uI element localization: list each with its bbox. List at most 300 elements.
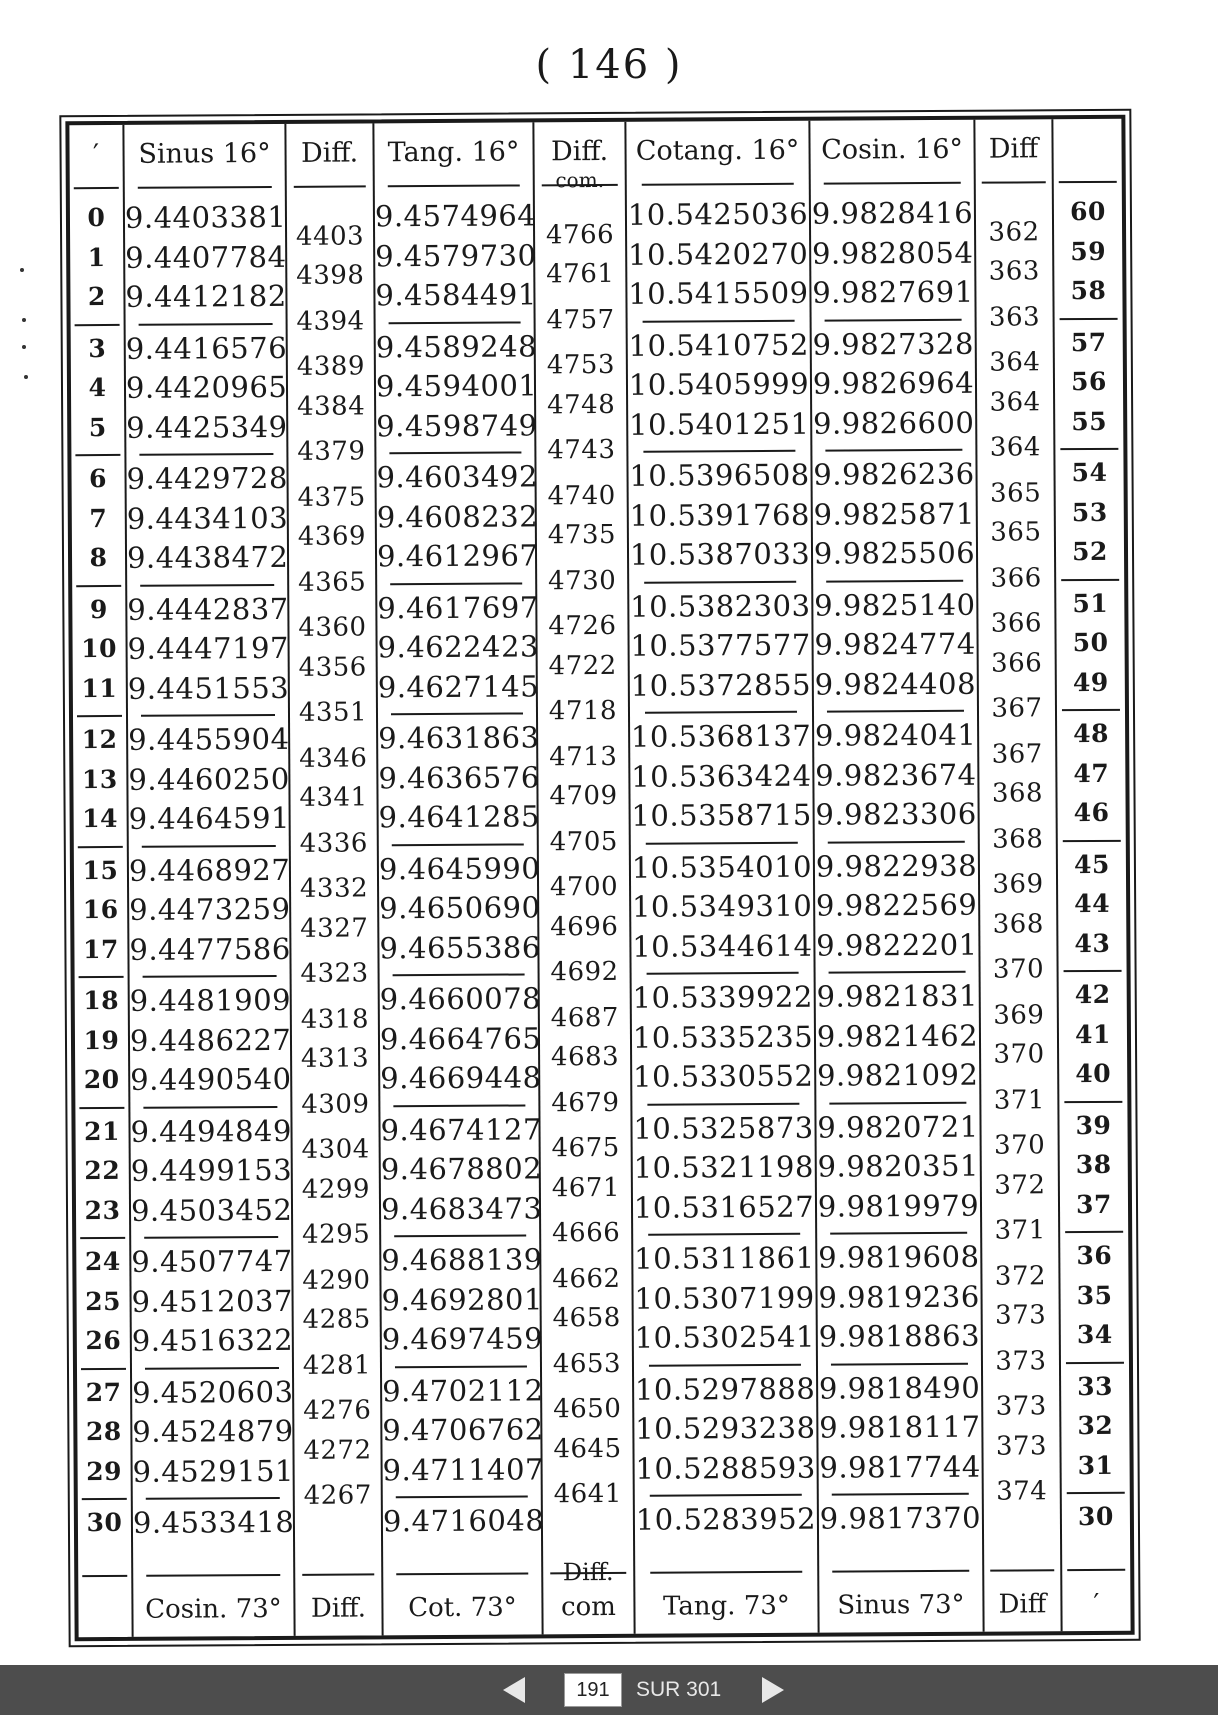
table-cell: 9.9823306 (815, 796, 977, 832)
table-cell: 10.5363424 (631, 758, 812, 794)
table-cell: 4379 (297, 436, 366, 468)
table-cell: 4696 (550, 911, 619, 943)
table-cell: 10.5344614 (632, 928, 813, 964)
table-cell: 9.9819608 (818, 1239, 980, 1275)
table-cell: 20 (83, 1064, 120, 1095)
group-rule (77, 715, 122, 717)
table-cell: 372 (994, 1170, 1046, 1201)
group-rule (79, 976, 124, 978)
table-cell: 9.4627145 (377, 668, 540, 704)
table-cell: 10.5405999 (628, 366, 810, 402)
table-cell: 9.9819236 (818, 1279, 980, 1315)
table-cell: 9.4650690 (379, 890, 541, 926)
table-cell: 4645 (553, 1433, 622, 1465)
table-cell: 41 (1074, 1019, 1111, 1049)
header-rule (824, 182, 961, 185)
table-cell: 38 (1075, 1149, 1112, 1180)
table-cell: 4748 (546, 389, 616, 421)
table-cell: 0 (87, 203, 106, 233)
table-cell: 9.9826236 (813, 456, 975, 492)
group-rule (829, 971, 966, 974)
column-footer-top (133, 1588, 293, 1589)
table-cell: 2 (87, 282, 106, 312)
table-cell: 9.4678802 (380, 1151, 543, 1187)
group-rule (829, 1101, 966, 1104)
table-cell: 364 (989, 432, 1042, 463)
table-cell: 9.9825871 (813, 496, 976, 532)
total-pages-label: SUR 301 (636, 1678, 722, 1701)
column-footer: com (560, 1591, 616, 1623)
table-cell: 14 (82, 803, 119, 834)
table-cell: 366 (990, 608, 1043, 639)
group-rule (145, 1366, 279, 1369)
table-cell: 364 (989, 387, 1041, 418)
header-rule (74, 187, 119, 189)
table-cell: 4726 (548, 611, 617, 642)
table-cell: 9.4507747 (131, 1243, 293, 1279)
table-cell: 4341 (299, 782, 368, 814)
table-cell: 370 (992, 954, 1045, 985)
pagination-bar (0, 1665, 1218, 1715)
table-cell: 4761 (546, 259, 615, 290)
table-cell: 9.4438472 (126, 539, 289, 575)
column-footer-top (635, 1585, 817, 1586)
table-cell: 9.9824041 (814, 717, 977, 753)
table-cell: 56 (1070, 366, 1107, 397)
footer-rule (990, 1569, 1054, 1571)
table-cell: 9.4631863 (378, 720, 540, 756)
group-rule (82, 1498, 127, 1500)
table-cell: 4285 (302, 1304, 371, 1336)
table-cell: 369 (992, 869, 1044, 900)
table-cell: 4650 (553, 1394, 622, 1425)
table-cell: 29 (86, 1456, 123, 1486)
table-cell: 13 (81, 764, 118, 794)
group-rule (645, 841, 798, 844)
table-cell: 12 (81, 724, 118, 755)
table-cell: 9.4645990 (378, 850, 541, 886)
header-rule (1059, 181, 1116, 183)
table-cell: 3 (88, 333, 107, 363)
table-cell: 9.4636576 (378, 759, 540, 795)
footer-rule (1068, 1569, 1125, 1571)
table-cell: 36 (1076, 1240, 1113, 1271)
table-cell: 10.5410752 (628, 327, 809, 363)
column-minutes-rev (1053, 119, 1130, 1631)
table-cell: 10.5401251 (628, 406, 810, 442)
table-cell: 10.5368137 (630, 718, 812, 754)
table-cell: 42 (1074, 979, 1111, 1010)
table-cell: 4403 (295, 221, 365, 252)
table-cell: 362 (988, 217, 1040, 248)
group-rule (395, 1495, 528, 1498)
table-cell: 371 (994, 1215, 1046, 1246)
group-rule (1062, 578, 1119, 580)
header-rule (542, 184, 618, 186)
table-cell: 8 (89, 543, 108, 573)
table-cell: 9.9817370 (819, 1500, 982, 1536)
table-cell: 23 (84, 1195, 121, 1225)
table-cell: 24 (84, 1246, 121, 1277)
table-cell: 6 (89, 464, 108, 494)
table-cell: 370 (993, 1130, 1046, 1161)
group-rule (80, 1106, 125, 1108)
trig-table (65, 115, 1134, 1641)
column-header: Diff. (550, 135, 609, 168)
table-cell: 10.5339922 (632, 979, 813, 1015)
table-cell: 10.5283952 (635, 1501, 817, 1537)
column-header: Sinus 16° (138, 137, 271, 170)
table-cell: 9.4407784 (125, 239, 287, 275)
table-cell: 10.5396508 (629, 457, 810, 493)
table-cell: 9.9825140 (814, 587, 976, 623)
group-rule (1066, 1361, 1123, 1363)
table-cell: 4394 (296, 306, 365, 337)
table-cell: 372 (994, 1261, 1047, 1292)
column-tang (374, 122, 543, 1635)
table-cell: 9.4598749 (376, 407, 538, 443)
table-cell: 365 (990, 517, 1042, 548)
table-cell: 9.4584491 (375, 277, 537, 313)
footer-rule (650, 1571, 803, 1574)
table-cell: 10.5311861 (634, 1240, 815, 1276)
table-cell: 18 (83, 985, 120, 1016)
group-rule (76, 454, 121, 456)
table-cell: 9.4524879 (132, 1413, 294, 1449)
group-rule (394, 1234, 527, 1237)
column-header: Cotang. 16° (635, 134, 800, 167)
table-cell: 9.4617697 (377, 589, 539, 625)
table-cell: 9.4716048 (382, 1503, 545, 1539)
header-rule (641, 183, 794, 186)
table-cell: 9.4494849 (130, 1113, 292, 1149)
group-rule (146, 1497, 280, 1500)
table-cell: 4365 (298, 567, 367, 598)
group-rule (393, 1104, 526, 1107)
table-cell: 10.5316527 (633, 1189, 815, 1225)
table-cell: 5 (88, 412, 107, 442)
column-cotang (626, 121, 819, 1634)
column-cosin (810, 120, 984, 1633)
table-cell: 4281 (302, 1350, 372, 1381)
table-cell: 373 (995, 1431, 1048, 1462)
table-cell: 4743 (547, 435, 616, 466)
table-cell: 373 (995, 1391, 1047, 1422)
table-cell: 363 (988, 302, 1041, 333)
table-cell: 9.4603492 (376, 459, 538, 495)
table-cell: 10.5415509 (628, 275, 809, 311)
table-cell: 54 (1071, 457, 1108, 488)
table-cell: 4662 (552, 1263, 621, 1295)
table-cell: 366 (991, 648, 1043, 679)
table-cell: 9.4451553 (127, 670, 290, 706)
table-cell: 9.9820721 (817, 1109, 979, 1145)
group-rule (647, 1102, 800, 1105)
table-cell: 40 (1075, 1058, 1112, 1089)
column-header-sub (287, 169, 373, 170)
table-cell: 37 (1076, 1189, 1112, 1219)
table-cell: 4730 (547, 565, 617, 597)
table-cell: 26 (85, 1325, 122, 1356)
group-rule (642, 319, 795, 322)
table-cell: 15 (82, 855, 119, 885)
table-cell: 9.4486227 (129, 1022, 292, 1058)
table-cell: 10.5377577 (630, 627, 811, 663)
table-cell: 9.9828416 (811, 195, 974, 231)
table-cell: 9.4533418 (132, 1504, 295, 1540)
table-cell: 370 (993, 1039, 1045, 1070)
table-cell: 4766 (545, 219, 615, 251)
table-cell: 9.4660078 (379, 981, 542, 1017)
group-rule (644, 580, 797, 583)
table-cell: 48 (1073, 718, 1110, 749)
group-rule (825, 449, 962, 452)
group-rule (81, 1367, 126, 1369)
table-cell: 4276 (303, 1395, 372, 1427)
table-cell: 55 (1071, 406, 1108, 436)
group-rule (76, 584, 121, 586)
group-rule (142, 844, 276, 847)
footer-rule (832, 1570, 969, 1573)
table-cell: 10.5425036 (627, 196, 809, 232)
column-header-sub: com. (555, 167, 605, 193)
group-rule (1066, 1231, 1123, 1233)
table-cell: 9.4403381 (124, 199, 287, 235)
group-rule (832, 1493, 969, 1496)
table-cell: 9.9821831 (816, 978, 978, 1014)
table-cell: 10.5302541 (634, 1319, 816, 1355)
table-cell: 365 (989, 478, 1042, 509)
table-cell: 4384 (296, 391, 366, 422)
table-cell: 16 (82, 894, 119, 925)
header-rule (294, 185, 366, 187)
table-cell: 33 (1077, 1371, 1114, 1401)
table-cell: 9.4412182 (125, 278, 287, 314)
table-cell: 9.4579730 (375, 237, 537, 273)
table-cell: 9.4499153 (130, 1152, 293, 1188)
column-diff-sin (286, 123, 383, 1636)
table-cell: 9.9819979 (817, 1188, 980, 1224)
table-cell: 9.4683473 (380, 1190, 543, 1226)
table-cell: 25 (85, 1286, 122, 1316)
table-cell: 4675 (551, 1133, 620, 1164)
table-cell: 4295 (301, 1219, 371, 1251)
table-cell: 4318 (300, 1004, 370, 1035)
table-cell: 367 (991, 739, 1043, 770)
table-cell: 4346 (299, 743, 368, 774)
table-cell: 4360 (298, 612, 367, 644)
table-cell: 4375 (297, 482, 366, 513)
table-cell: 9.9824774 (814, 626, 976, 662)
column-diff-com (534, 122, 635, 1635)
table-cell: 30 (1077, 1501, 1114, 1532)
group-rule (1060, 317, 1117, 319)
table-cell: 9.4589248 (375, 328, 538, 364)
table-cell: 51 (1072, 588, 1109, 618)
table-cell: 9.4692801 (381, 1281, 544, 1317)
table-cell: 364 (989, 347, 1041, 378)
previous-page-icon[interactable] (503, 1677, 525, 1703)
group-rule (1063, 839, 1120, 841)
column-header: Cosin. 16° (821, 133, 964, 166)
table-cell: 10.5358715 (631, 797, 812, 833)
table-cell: 9.4503452 (130, 1192, 293, 1228)
group-rule (827, 710, 964, 713)
group-rule (649, 1363, 802, 1366)
table-cell: 4267 (303, 1480, 372, 1512)
table-cell: 35 (1076, 1280, 1113, 1310)
column-footer-top (819, 1584, 982, 1585)
table-cell: 374 (996, 1476, 1048, 1507)
table-cell: 4713 (549, 741, 618, 773)
table-cell: 4692 (550, 957, 619, 988)
column-header: Diff (988, 133, 1039, 165)
table-cell: 4272 (303, 1435, 372, 1466)
table-cell: 53 (1071, 497, 1108, 527)
table-cell: 9.4697459 (381, 1321, 544, 1357)
table-cell: 4687 (550, 1002, 620, 1034)
table-cell: 10.5349310 (631, 888, 813, 924)
table-cell: 371 (993, 1085, 1046, 1116)
table-cell: 9.4477586 (129, 931, 291, 967)
table-cell: 4735 (547, 520, 617, 551)
table-cell: 9.9828054 (811, 235, 974, 271)
group-rule (139, 453, 273, 456)
group-rule (143, 1105, 277, 1108)
table-cell: 4757 (546, 304, 615, 336)
page-number-input[interactable]: 191 (564, 1673, 622, 1707)
table-cell: 31 (1077, 1450, 1114, 1480)
header-rule (982, 181, 1046, 183)
column-diff-cos (975, 119, 1062, 1631)
group-rule (649, 1494, 802, 1497)
column-sinus (124, 124, 295, 1637)
table-cell: 4323 (300, 958, 369, 990)
table-cell: 19 (83, 1025, 120, 1055)
table-cell: 1 (87, 242, 106, 272)
footer-rule (302, 1573, 374, 1575)
group-rule (75, 323, 120, 325)
table-cell: 9.9818863 (818, 1318, 981, 1354)
table-cell: 22 (84, 1155, 121, 1186)
column-footer-top: Diff. (562, 1557, 614, 1587)
table-cell: 27 (85, 1377, 122, 1407)
table-cell: 9.4529151 (132, 1453, 295, 1489)
group-rule (388, 321, 521, 324)
group-rule (395, 1365, 528, 1368)
column-header-sub (375, 168, 533, 169)
table-cell: 9.4622423 (377, 629, 540, 665)
column-footer: ′ (1093, 1588, 1100, 1619)
table-cell: 4740 (547, 480, 616, 512)
table-cell: 9.4464591 (128, 800, 291, 836)
table-cell: 9.9822201 (816, 927, 978, 963)
table-cell: 30 (86, 1507, 123, 1538)
table-cell: 9.4688139 (381, 1242, 543, 1278)
table-cell: 4679 (551, 1087, 620, 1119)
table-cell: 9.9818490 (818, 1370, 981, 1406)
table-cell: 9.4481909 (129, 982, 292, 1018)
table-cell: 46 (1073, 797, 1110, 828)
table-cell: 4700 (549, 872, 619, 903)
table-cell: 9.4434103 (126, 500, 289, 536)
table-cell: 47 (1073, 758, 1110, 788)
table-cell: 17 (82, 934, 119, 964)
table-cell: 60 (1069, 196, 1106, 227)
table-cell: 9.4447197 (127, 630, 290, 666)
table-cell: 9.4574964 (374, 198, 537, 234)
group-rule (80, 1237, 125, 1239)
table-cell: 11 (81, 673, 118, 703)
table-cell: 10.5391768 (629, 497, 811, 533)
footer-rule (146, 1574, 280, 1577)
table-cell: 9.4429728 (126, 460, 288, 496)
table-cell: 9.9821092 (816, 1057, 979, 1093)
table-cell: 34 (1076, 1319, 1113, 1350)
table-cell: 4369 (297, 521, 367, 553)
table-cell: 59 (1070, 236, 1107, 266)
group-rule (78, 845, 123, 847)
group-rule (1065, 1100, 1122, 1102)
group-rule (646, 972, 799, 975)
table-cell: 4705 (549, 826, 618, 858)
group-rule (830, 1232, 967, 1235)
next-page-icon[interactable] (762, 1677, 784, 1703)
table-cell: 43 (1074, 928, 1111, 958)
group-rule (142, 975, 276, 978)
table-cell: 9 (89, 594, 108, 624)
group-rule (825, 318, 962, 321)
table-cell: 4304 (301, 1134, 370, 1166)
table-cell: 368 (991, 778, 1044, 809)
footer-rule (396, 1572, 529, 1575)
header-rule (138, 186, 272, 189)
table-cell: 10.5297888 (634, 1371, 816, 1407)
table-cell: 4309 (301, 1089, 370, 1120)
footer-rule (82, 1575, 127, 1577)
group-rule (391, 712, 524, 715)
table-cell: 10 (81, 633, 118, 664)
column-footer-top (295, 1587, 381, 1588)
table-cell: 9.4468927 (128, 852, 291, 888)
table-cell: 4753 (546, 350, 616, 381)
table-cell: 9.4664765 (379, 1020, 542, 1056)
group-rule (390, 582, 523, 585)
table-cell: 9.4711407 (382, 1451, 545, 1487)
table-cell: 9.9823674 (815, 757, 977, 793)
table-cell: 10.5382303 (630, 588, 811, 624)
table-cell: 10.5335235 (632, 1019, 814, 1055)
table-cell: 9.9818117 (819, 1409, 981, 1445)
group-rule (643, 450, 796, 453)
table-cell: 369 (993, 1000, 1045, 1031)
table-cell: 4 (88, 373, 107, 403)
group-rule (828, 840, 965, 843)
table-cell: 9.4520603 (132, 1374, 294, 1410)
table-cell: 9.9826964 (812, 365, 975, 401)
table-cell: 4718 (548, 696, 618, 727)
group-rule (645, 711, 798, 714)
table-cell: 52 (1072, 536, 1108, 567)
table-cell: 367 (991, 693, 1043, 724)
table-cell: 9.4702112 (382, 1372, 544, 1408)
table-cell: 21 (84, 1116, 121, 1146)
column-footer-top (383, 1586, 541, 1587)
table-cell: 368 (992, 824, 1044, 855)
column-header: ′ (92, 139, 100, 171)
table-cell: 9.4460250 (128, 761, 290, 797)
group-rule (831, 1362, 968, 1365)
